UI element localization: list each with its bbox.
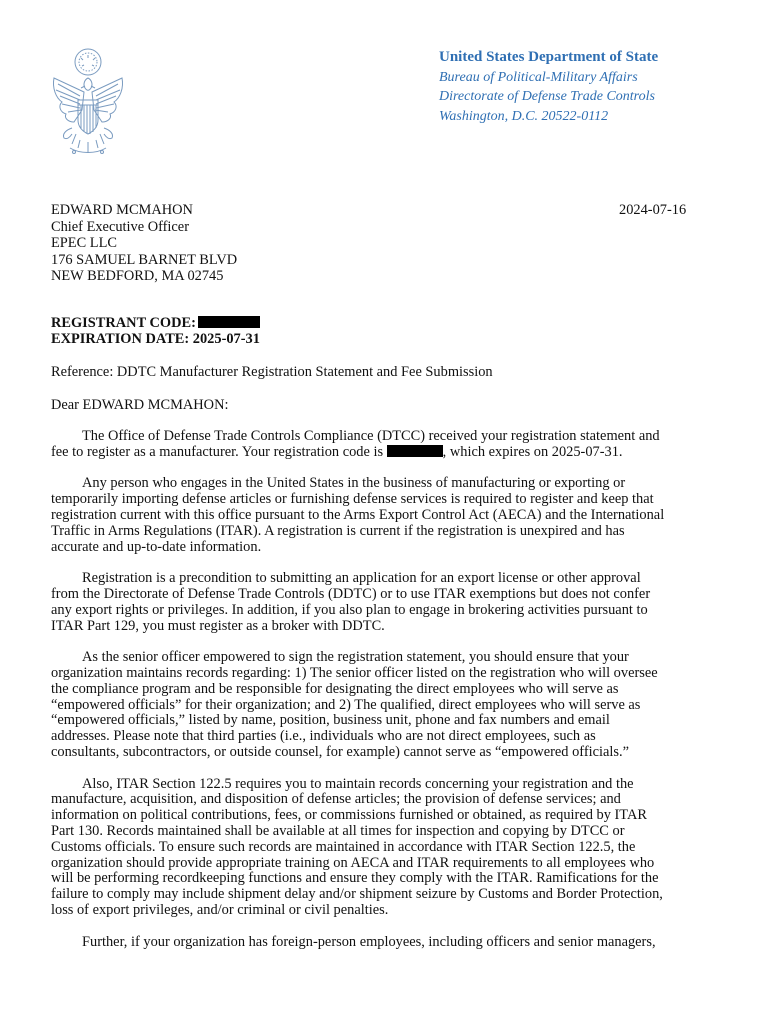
paragraph-registration-precondition: Registration is a precondition to submitting an application for an export license or other approval from the Directorate of Defense Trade Controls (DDTC) or to use ITAR exemptions but does not confer any export rights or privileges. In addition, if you also plan to engage in brokering activities pursuant to ITAR Part 129, you must register as a broker with DDTC. bbox=[51, 570, 651, 634]
paragraph-1-text-end: , which expires on 2025-07-31. bbox=[442, 443, 623, 460]
paragraph-foreign-person-employees: Further, if your organization has foreign-person employees, including officers and senior managers, bbox=[82, 933, 656, 950]
directorate-name: Directorate of Defense Trade Controls bbox=[439, 89, 655, 104]
expiration-date: EXPIRATION DATE: 2025-07-31 bbox=[51, 330, 260, 347]
letter-date: 2024-07-16 bbox=[619, 202, 687, 218]
office-location: Washington, D.C. 20522-0112 bbox=[439, 108, 609, 124]
paragraph-recordkeeping: Also, ITAR Section 122.5 requires you to maintain records concerning your registration and the manufacture, acquisition, and disposition of defense articles; the provision of defense services; and information on political contributions, fees, or commissions furnished or obtained, as required by ITAR Part 130. Records maintained shall be available at all times for inspection and copying by DTCC or Customs officials. To ensure such records are maintained in accordance with ITAR Section 122.5, the organization should provide appropriate training on AECA and ITAR requirements to all employees who will be performing recordkeeping functions and ensure they comply with the ITAR. Ramifications for the failure to comply may include shipment delay and/or shipment seizure by Customs and Border Protection, loss of export privileges, and/or criminal or civil penalties. bbox=[51, 775, 663, 918]
letterhead bbox=[439, 48, 658, 126]
bureau-name: Bureau of Political-Military Affairs bbox=[439, 69, 638, 85]
recipient-city: NEW BEDFORD, MA 02745 bbox=[51, 268, 224, 285]
state-department-seal-icon bbox=[50, 48, 126, 172]
letter-body bbox=[51, 429, 719, 966]
recipient-name: EDWARD MCMAHON bbox=[51, 202, 193, 218]
paragraph-registration-requirement: Any person who engages in the United States in the business of manufacturing or exporting or temporarily importing defense articles or furnishing defense services is required to register and keep that registration current with this office pursuant to the Arms Export Control Act (AECA) and the International Traffic in Arms Regulations (ITAR). A registration is current if the registration is unexpired and has accurate and up-to-date information. bbox=[51, 475, 665, 555]
department-name: United States Department of State bbox=[439, 49, 659, 65]
reference-line: Reference: DDTC Manufacturer Registration Statement and Fee Submission bbox=[51, 364, 493, 380]
registration-block bbox=[51, 316, 260, 347]
recipient-street: 176 SAMUEL BARNET BLVD bbox=[51, 251, 238, 268]
paragraph-1-text-start: The Office of Defense Trade Controls Compliance (DTCC) received your registration statement and fee to register as a manufacturer. Your registration code is bbox=[51, 428, 660, 460]
registrant-code-label: REGISTRANT CODE: bbox=[51, 315, 196, 331]
recipient-address bbox=[51, 202, 237, 285]
redacted-registrant-code bbox=[198, 316, 260, 328]
registrant-code-line bbox=[51, 316, 260, 332]
recipient-company: EPEC LLC bbox=[51, 235, 117, 252]
recipient-title: Chief Executive Officer bbox=[51, 218, 189, 235]
redacted-registration-code bbox=[387, 445, 443, 457]
paragraph-empowered-officials: As the senior officer empowered to sign the registration statement, you should ensure that your organization maintains records regarding: 1) The senior officer listed on the registration who will oversee the compliance program and be responsible for designating the direct employees who will serve as “empowered officials” for their organization; and 2) The qualified, direct employees who will serve as “empowered officials,” listed by name, position, business unit, phone and fax numbers and email addresses. Please note that third parties (i.e., individuals who are not direct employees, such as consultants, subcontractors, or outside counsel, for example) cannot serve as “empowered officials.” bbox=[51, 649, 658, 760]
salutation: Dear EDWARD MCMAHON: bbox=[51, 397, 229, 413]
paragraph-registration-received bbox=[51, 429, 719, 461]
